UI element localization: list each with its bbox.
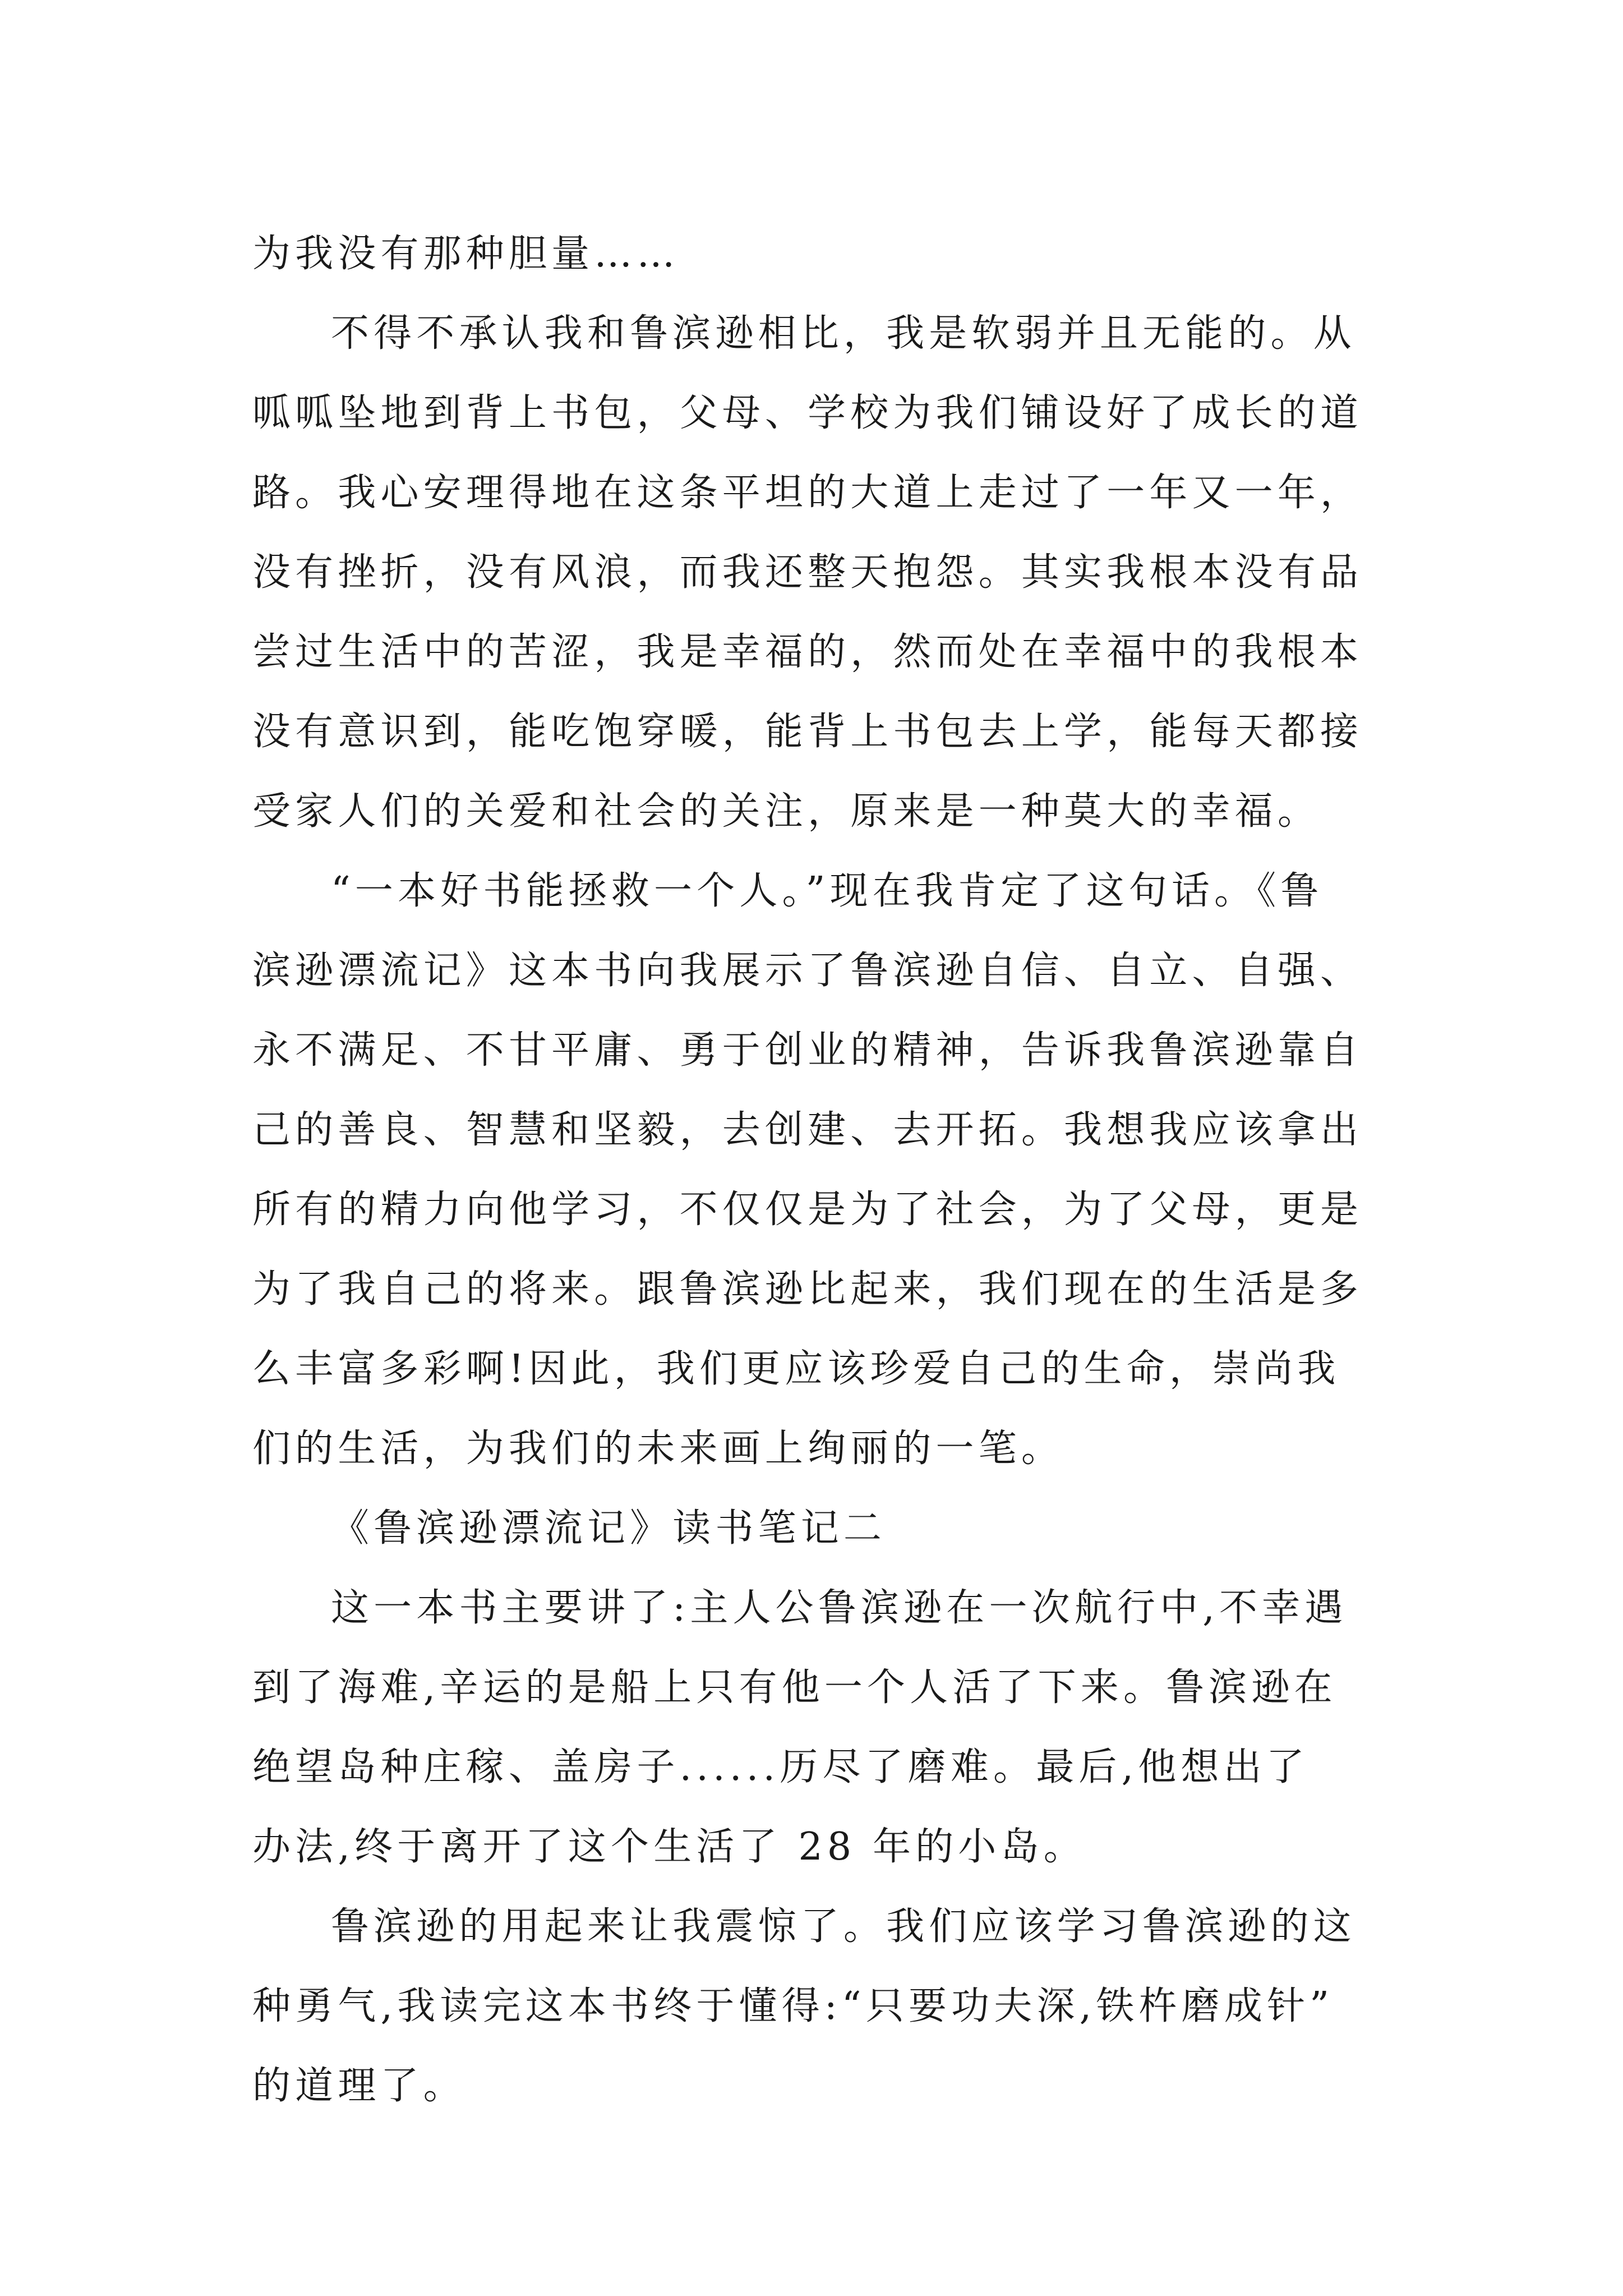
text-line: 的道理了。 — [252, 2064, 466, 2108]
text-line: 为了我自己的将来。跟鲁滨逊比起来，我们现在的生活是多 — [252, 1267, 1363, 1312]
section-heading: 《鲁滨逊漂流记》读书笔记二 — [331, 1506, 887, 1550]
document-body — [252, 214, 1391, 2126]
text-line: 己的善良、智慧和坚毅，去创建、去开拓。我想我应该拿出 — [252, 1108, 1363, 1152]
text-line: 鲁滨逊的用起来让我震惊了。我们应该学习鲁滨逊的这 — [331, 1904, 1356, 1949]
text-line: 受家人们的关爱和社会的关注，原来是一种莫大的幸福。 — [252, 789, 1321, 834]
text-line: 所有的精力向他学习，不仅仅是为了社会，为了父母，更是 — [252, 1188, 1363, 1232]
text-line: 没有意识到，能吃饱穿暖，能背上书包去上学，能每天都接 — [252, 710, 1363, 754]
text-line: 永不满足、不甘平庸、勇于创业的精神，告诉我鲁滨逊靠自 — [252, 1028, 1363, 1073]
text-line: 为我没有那种胆量…… — [252, 232, 680, 276]
text-line: “一本好书能拯救一个人。”现在我肯定了这句话。《鲁 — [331, 869, 1324, 913]
text-line: 滨逊漂流记》这本书向我展示了鲁滨逊自信、自立、自强、 — [252, 949, 1363, 993]
text-line: 呱呱坠地到背上书包，父母、学校为我们铺设好了成长的道 — [252, 391, 1363, 435]
text-line: 没有挫折，没有风浪，而我还整天抱怨。其实我根本没有品 — [252, 550, 1363, 595]
text-line: 种勇气,我读完这本书终于懂得:“只要功夫深,铁杵磨成针” — [252, 1984, 1334, 2028]
text-line: 不得不承认我和鲁滨逊相比，我是软弱并且无能的。从 — [331, 311, 1356, 356]
text-line: 绝望岛种庄稼、盖房子......历尽了磨难。最后,他想出了 — [252, 1745, 1309, 1789]
text-line: 办法,终于离开了这个生活了 28 年的小岛。 — [252, 1825, 1086, 1869]
text-line: 这一本书主要讲了:主人公鲁滨逊在一次航行中,不幸遇 — [331, 1586, 1348, 1630]
text-line: 们的生活，为我们的未来画上绚丽的一笔。 — [252, 1427, 1064, 1471]
text-line: 么丰富多彩啊!因此，我们更应该珍爱自己的生命，崇尚我 — [252, 1347, 1340, 1391]
text-line: 尝过生活中的苦涩，我是幸福的，然而处在幸福中的我根本 — [252, 630, 1363, 674]
text-line: 路。我心安理得地在这条平坦的大道上走过了一年又一年， — [252, 471, 1363, 515]
text-line: 到了海难,辛运的是船上只有他一个人活了下来。鲁滨逊在 — [252, 1665, 1337, 1710]
